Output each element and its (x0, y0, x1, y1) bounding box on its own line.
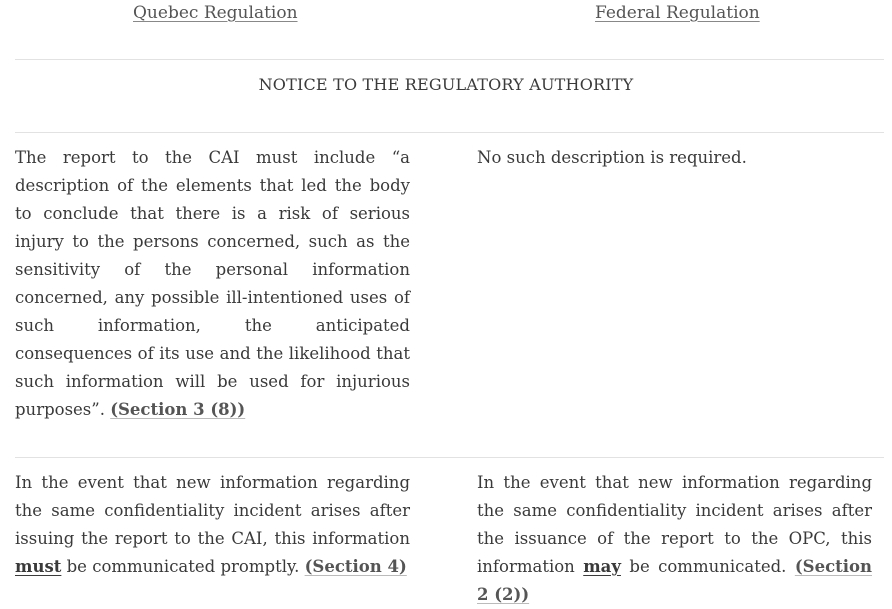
row-2-quebec-emphasis: must (15, 557, 62, 576)
row-1-federal-text: No such description is required. (477, 148, 747, 167)
federal-regulation-header-link[interactable]: Federal Regulation (595, 3, 760, 23)
section-reference-link[interactable]: (Section 4) (304, 557, 407, 576)
divider (15, 132, 884, 133)
row-1-quebec-text: The report to the CAI must include “a description of the elements that led the body to conclude that there is a risk of serious injury to the persons concerned, such as the sensitivity of the personal information concerned, any possible ill-intentioned uses of such information, the anticipated consequences of its use and the likelihood that such information will be used for injurious purposes”. (15, 148, 410, 419)
row-2-quebec-text-after: be communicated promptly. (66, 557, 300, 576)
divider (15, 59, 884, 60)
row-2-quebec-text-before: In the event that new information regarding the same confidentiality incident arises after issuing the report to the CAI, this information (15, 473, 410, 548)
quebec-regulation-header-link[interactable]: Quebec Regulation (133, 3, 298, 23)
row-2-federal-cell (477, 469, 872, 609)
row-2-federal-text-after: be communicated. (629, 557, 787, 576)
row-2-quebec-cell (15, 469, 410, 581)
row-1-federal-cell (477, 144, 872, 172)
section-title: NOTICE TO THE REGULATORY AUTHORITY (258, 75, 634, 94)
row-1-quebec-cell (15, 144, 410, 424)
row-2-federal-emphasis: may (583, 557, 621, 576)
section-reference-link[interactable]: (Section 3 (8)) (110, 400, 246, 419)
section-reference-link[interactable]: (Section 2 (2)) (477, 557, 873, 604)
divider (15, 457, 884, 458)
row-2-federal-text-before: In the event that new information regarding the same confidentiality incident arises after the issuance of the report to the OPC, this information (477, 473, 872, 576)
column-headers (0, 0, 892, 30)
